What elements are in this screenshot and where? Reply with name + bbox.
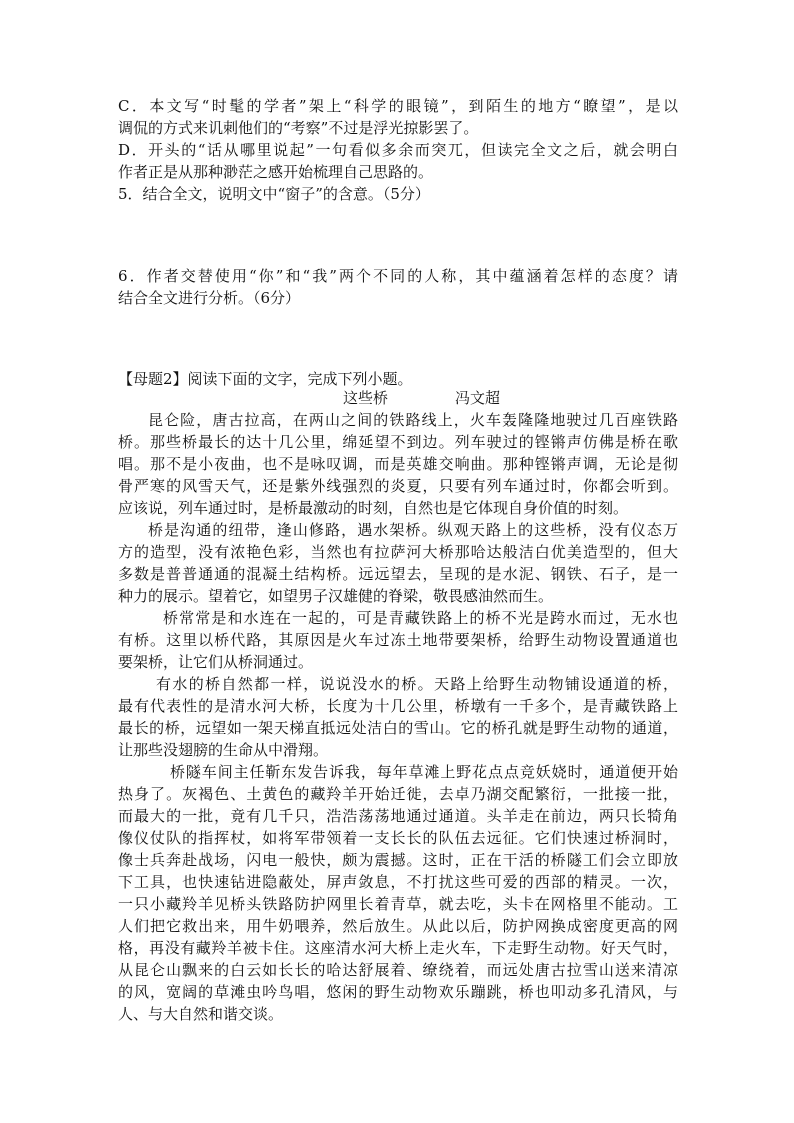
paragraph-1-line-4: 骨严寒的风雪天气，还是紫外线强烈的炎夏，只要有列车通过时，你都会听到。 bbox=[118, 477, 678, 495]
paragraph-5-line-11: 的风，宽阔的草滩虫吟鸟唱，悠闲的野生动物欢乐蹦跳，桥也叩动多孔清风，与 bbox=[118, 983, 678, 1001]
paragraph-1-line-5: 应该说，列车通过时，是桥最激动的时刻，自然也是它体现自身价值的时刻。 bbox=[118, 499, 629, 517]
question-6-line-2: 结合全文进行分析。（6分） bbox=[118, 289, 301, 307]
paragraph-5-line-3: 而最大的一批，竟有几千只，浩浩荡荡地通过通道。头羊走在前边，两只长犄角 bbox=[118, 807, 678, 825]
paragraph-5-line-1: 桥隧车间主任靳东发告诉我，每年草滩上野花点点竞妖娆时，通道便开始 bbox=[170, 763, 678, 781]
paragraph-5-line-4: 像仪仗队的指挥杖，如将军带领着一支长长的队伍去远征。它们快速过桥洞时， bbox=[118, 829, 678, 847]
option-d-line-2: 作者正是从那种渺茫之感开始梳理自己思路的。 bbox=[118, 163, 434, 181]
paragraph-5-line-5: 像士兵奔赴战场，闪电一般快，颇为震撼。这时，正在干活的桥隧工们会立即放 bbox=[118, 851, 678, 869]
paragraph-5-line-12: 人、与大自然和谐交谈。 bbox=[118, 1005, 284, 1023]
option-c-line-1: C．本文写“时髦的学者”架上“科学的眼镜”，到陌生的地方“瞭望”，是以 bbox=[118, 97, 678, 115]
paragraph-2-line-4: 种力的展示。望着它，如望男子汉雄健的脊梁，敬畏感油然而生。 bbox=[118, 587, 554, 605]
paragraph-1-line-2: 桥。那些桥最长的达十几公里，绵延望不到边。列车驶过的铿锵声仿佛是桥在歌 bbox=[118, 433, 678, 451]
paragraph-1-line-1: 昆仑险，唐古拉高，在两山之间的铁路线上，火车轰隆隆地驶过几百座铁路 bbox=[148, 411, 678, 429]
paragraph-5-line-9: 格，再没有藏羚羊被卡住。这座清水河大桥上走火车，下走野生动物。好天气时， bbox=[118, 939, 678, 957]
paragraph-5-line-10: 从昆仑山飘来的白云如长长的哈达舒展着、缭绕着，而远处唐古拉雪山送来清凉 bbox=[118, 961, 678, 979]
option-c-line-2: 调侃的方式来讥刺他们的“考察”不过是浮光掠影罢了。 bbox=[118, 119, 479, 137]
paragraph-4-line-1: 有水的桥自然都一样，说说没水的桥。天路上给野生动物铺设通道的桥， bbox=[156, 675, 678, 693]
passage-title: 这些桥 bbox=[343, 389, 389, 407]
passage-title-row bbox=[118, 387, 678, 409]
paragraph-5-line-8: 人们把它救出来，用牛奶喂养，然后放生。从此以后，防护网换成密度更高的网 bbox=[118, 917, 678, 935]
paragraph-3-line-1: 桥常常是和水连在一起的，可是青藏铁路上的桥不光是跨水而过，无水也 bbox=[163, 609, 678, 627]
paragraph-5-line-7: 一只小藏羚羊见桥头铁路防护网里长着青草，就去吃，头卡在网格里不能动。工 bbox=[118, 895, 678, 913]
paragraph-2-line-2: 方的造型，没有浓艳色彩，当然也有拉萨河大桥那哈达般洁白优美造型的，但大 bbox=[118, 543, 678, 561]
paragraph-2-line-1: 桥是沟通的纽带，逢山修路，遇水架桥。纵观天路上的这些桥，没有仪态万 bbox=[148, 521, 678, 539]
paragraph-3-line-3: 要架桥，让它们从桥洞通过。 bbox=[118, 653, 314, 671]
paragraph-5-line-6: 下工具，也快速钻进隐蔽处，屏声敛息，不打扰这些可爱的西部的精灵。一次， bbox=[118, 873, 678, 891]
paragraph-3-line-2: 有桥。这里以桥代路，其原因是火车过冻土地带要架桥，给野生动物设置通道也 bbox=[118, 631, 678, 649]
paragraph-4-line-4: 让那些没翅膀的生命从中滑翔。 bbox=[118, 741, 329, 759]
paragraph-2-line-3: 多数是普普通通的混凝土结构桥。远远望去，呈现的是水泥、钢铁、石子，是一 bbox=[118, 565, 678, 583]
paragraph-1-line-3: 唱。那不是小夜曲，也不是咏叹调，而是英雄交响曲。那种铿锵声调，无论是彻 bbox=[118, 455, 678, 473]
paragraph-5-line-2: 热身了。灰褐色、土黄色的藏羚羊开始迁徙，去卓乃湖交配繁衍，一批接一批， bbox=[118, 785, 678, 803]
question-5: 5．结合全文，说明文中“窗子”的含意。（5分） bbox=[118, 185, 430, 203]
paragraph-4-line-3: 最长的桥，远望如一架天梯直抵远处洁白的雪山。它的桥孔就是野生动物的通道， bbox=[118, 719, 678, 737]
paragraph-4-line-2: 最有代表性的是清水河大桥，长度为十几公里，桥墩有一千多个，是青藏铁路上 bbox=[118, 697, 678, 715]
passage-intro: 【母题2】阅读下面的文字，完成下列小题。 bbox=[118, 370, 413, 388]
question-6-line-1: 6．作者交替使用“你”和“我”两个不同的人称，其中蕴涵着怎样的态度？请 bbox=[118, 267, 678, 285]
passage-author: 冯文超 bbox=[455, 389, 501, 407]
option-d-line-1: D．开头的“话从哪里说起”一句看似多余而突兀，但读完全文之后，就会明白 bbox=[118, 141, 678, 159]
